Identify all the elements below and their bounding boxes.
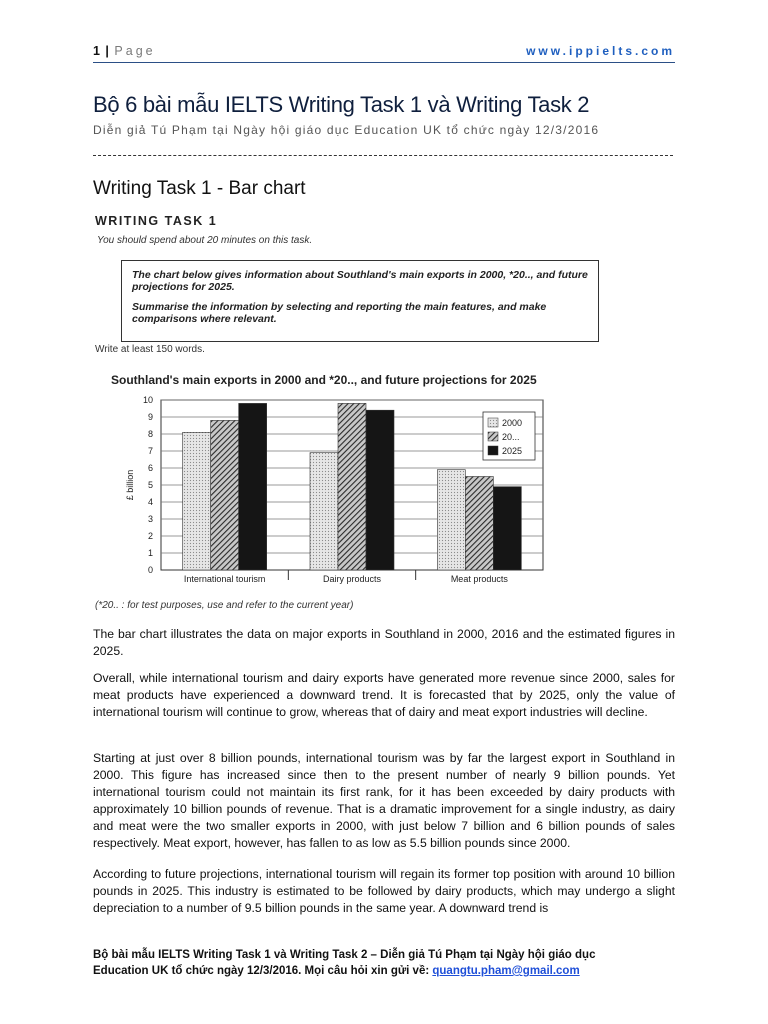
chart-title: Southland's main exports in 2000 and *20.., and future projections for 2025 — [111, 373, 537, 387]
y-tick-label: 3 — [147, 514, 153, 524]
y-tick-label: 5 — [147, 480, 153, 490]
paragraph-4: According to future projections, international tourism will regain its former top position with around 10 billion pounds in 2025. This industry is estimated to be followed by dairy products, which may undergo a slight depreciation to a number of 9.5 billion pounds in the same year. A downward trend is — [93, 867, 675, 915]
y-tick-label: 8 — [147, 429, 153, 439]
legend-label: 2000 — [502, 418, 523, 428]
chart-footnote: (*20.. : for test purposes, use and refer to the current year) — [95, 600, 354, 611]
paragraph-1: The bar chart illustrates the data on major exports in Southland in 2000, 2016 and the estimated figures in 2025. — [93, 627, 675, 658]
task-prompt-box — [121, 260, 599, 342]
legend-label: 20... — [502, 432, 520, 442]
page-header — [93, 44, 675, 62]
y-tick-label: 4 — [147, 497, 153, 507]
document-title: Bộ 6 bài mẫu IELTS Writing Task 1 và Writing Task 2 — [93, 92, 590, 117]
page-footer — [93, 947, 693, 979]
task-word-count: Write at least 150 words. — [95, 344, 205, 355]
website-link[interactable]: www.ippielts.com — [526, 44, 675, 58]
paragraph-3: Starting at just over 8 billion pounds, international tourism was by far the largest export in Southland in 2000. This figure has increased since then to the present number of nearly 9 billion pounds. Yet international tourism could not maintain its first rank, for it has been exceeded by dairy products with approximately 10 billion pounds of revenue. That is a dramatic improvement for a single industry, as dairy and meat were the two smaller exports in 2000, with just below 7 billion and 6 billion pounds of sales respectively. Meat export, however, has fallen to as low as 5.5 billion pounds since 2000. — [93, 751, 675, 850]
footer-line-1: Bộ bài mẫu IELTS Writing Task 1 và Writing Task 2 – Diễn giả Tú Phạm tại Ngày hội giáo dục — [93, 949, 596, 961]
y-tick-label: 1 — [147, 548, 153, 558]
footer-line-2: Education UK tổ chức ngày 12/3/2016. Mọi câu hỏi xin gửi về: quangtu.pham@gmail.com — [93, 965, 580, 977]
y-tick-label: 9 — [147, 412, 153, 422]
y-tick-label: 7 — [147, 446, 153, 456]
dashed-divider — [93, 155, 673, 156]
bar-2000-0 — [183, 432, 211, 570]
legend-swatch — [488, 432, 498, 441]
bar-2025-0 — [239, 403, 267, 570]
legend-swatch — [488, 418, 498, 427]
task-prompt-1: The chart below gives information about Southland's main exports in 2000, *20.., and future projections for 2025. — [132, 269, 588, 293]
bar-2025-2 — [493, 487, 521, 570]
y-tick-label: 6 — [147, 463, 153, 473]
bar-chart — [93, 392, 563, 602]
y-axis-label: £ billion — [125, 469, 135, 501]
y-tick-label: 0 — [147, 565, 153, 575]
bar-20-0 — [211, 420, 239, 570]
contact-email-link[interactable]: quangtu.pham@gmail.com — [432, 965, 580, 977]
bar-2000-2 — [437, 470, 465, 570]
x-tick-label: International tourism — [183, 574, 266, 584]
task-figure — [93, 210, 675, 620]
x-tick-label: Meat products — [450, 574, 508, 584]
y-tick-label: 2 — [147, 531, 153, 541]
bar-2000-1 — [310, 453, 338, 570]
y-tick-label: 10 — [142, 395, 153, 405]
task-prompt-2: Summarise the information by selecting and reporting the main features, and make comparisons where relevant. — [132, 301, 547, 325]
bar-20-1 — [338, 403, 366, 570]
header-divider — [93, 62, 675, 63]
task-heading: WRITING TASK 1 — [95, 214, 218, 228]
page-number: 1 | Page — [93, 44, 156, 58]
paragraph-2: Overall, while international tourism and dairy exports have generated more revenue since 2000, sales for meat products have experienced a downward trend. It is forecasted that by 2025, only the value of international tourism will continue to grow, whereas that of dairy and meat export industries will decline. — [93, 671, 675, 719]
bar-20-2 — [465, 477, 493, 571]
document-subtitle: Diễn giả Tú Phạm tại Ngày hội giáo dục Education UK tổ chức ngày 12/3/2016 — [93, 123, 600, 137]
bar-2025-1 — [366, 410, 394, 570]
section-title: Writing Task 1 - Bar chart — [93, 178, 306, 199]
x-tick-label: Dairy products — [322, 574, 382, 584]
legend-label: 2025 — [502, 446, 523, 456]
task-time-note: You should spend about 20 minutes on this task. — [97, 235, 313, 246]
legend-swatch — [488, 446, 498, 455]
